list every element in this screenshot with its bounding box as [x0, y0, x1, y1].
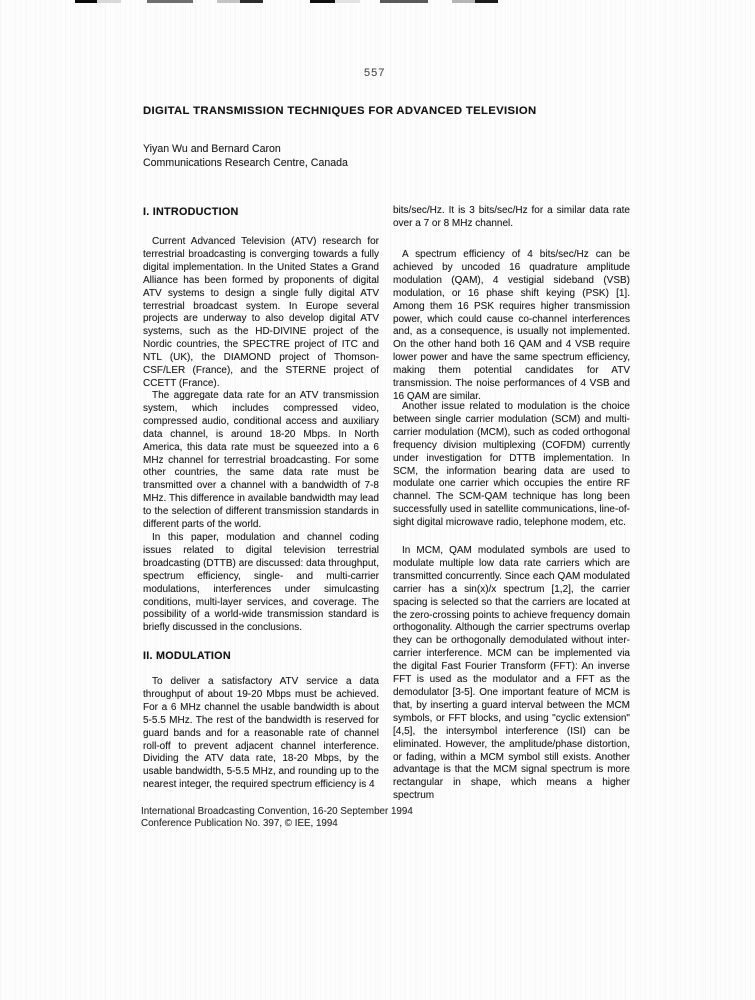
paper-title: DIGITAL TRANSMISSION TECHNIQUES FOR ADVANCED TELEVISION	[143, 105, 537, 117]
footer-citation	[141, 806, 471, 831]
paragraph-intro-3: In this paper, modulation and channel coding issues related to digital television terrestrial broadcasting (DTTB) are discussed: data throughput, spectrum efficiency, single- and multi-carrier modulations, interferences under simulcasting conditions, multi-layer services, and coverage. The possibility of a world-wide transmission standard is briefly discussed in the conclusions.	[143, 532, 379, 634]
paragraph-intro-1: Current Advanced Television (ATV) research for terrestrial broadcasting is converging towards a fully digital implementation. In the United States a Grand Alliance has been formed by proponents of digital ATV systems to design a single fully digital ATV terrestrial broadcast system. In Europe several projects are underway to also develop digital ATV systems, such as the HD-DIVINE project of the Nordic countries, the SPECTRE project of ITC and NTL (UK), the DIAMOND project of Thomson-CSF/LER (France), and the STERNE project of CCETT (France).	[143, 236, 379, 389]
scan-artifact	[452, 0, 475, 3]
footer-convention-line: International Broadcasting Convention, 16-20 September 1994	[141, 806, 413, 817]
scan-artifact	[217, 0, 240, 3]
scan-artifact	[310, 0, 335, 3]
paragraph-modulation-2: A spectrum efficiency of 4 bits/sec/Hz can be achieved by uncoded 16 quadrature amplitude modulation (QAM), 4 vestigial sideband (VSB) modulation, or 16 phase shift keying (PSK) [1]. Among them 16 PSK requires higher transmission power, which could cause co-channel interferences and, as a consequence, is usually not implemented. On the other hand both 16 QAM and 4 VSB require lower power and have the same spectrum efficiency, making them potential candidates for ATV transmission. The noise performances of 4 VSB and 16 QAM are similar.	[393, 249, 630, 402]
section-heading-introduction: I. INTRODUCTION	[143, 206, 239, 218]
paragraph-modulation-4: In MCM, QAM modulated symbols are used to modulate multiple low data rate carriers which are transmitted concurrently. Since each QAM modulated carrier has a sin(x)/x spectrum [1,2], the carrier spacing is selected so that the carriers are located at the zero-crossing points to achieve frequency domain orthogonality. Although the carrier spectrums overlap they can be orthogonally demodulated without inter-carrier interference. MCM can be implemented via the digital Fast Fourier Transform (FFT): An inverse FFT is used as the modulator and a FFT as the demodulator [3-5]. One important feature of MCM is that, by inserting a guard interval between the MCM symbols, or FFT blocks, and using "cyclic extension" [4,5], the intersymbol interference (ISI) can be eliminated. However, the amplitude/phase distortion, or fading, within a MCM symbol still exists. Another advantage is that the MCM signal spectrum is more rectangular in shape, which means a higher spectrum	[393, 545, 630, 802]
scan-artifact	[147, 0, 193, 3]
paragraph-modulation-1: To deliver a satisfactory ATV service a data throughput of about 19-20 Mbps must be achieved. For a 6 MHz channel the usable bandwidth is about 5-5.5 MHz. The rest of the bandwidth is reserved for guard bands and for a reasonable rate of channel roll-off to prevent adjacent channel interference. Dividing the ATV data rate, 18-20 Mbps, by the usable bandwidth, 5-5.5 MHz, and rounding up to the nearest integer, the required spectrum efficiency is 4	[143, 676, 379, 791]
scan-artifact	[475, 0, 498, 3]
paragraph-modulation-3: Another issue related to modulation is the choice between single carrier modulation (SCM) and multi-carrier modulation (MCM), such as coded orthogonal frequency division multiplexing (COFDM) currently under investigation for DTTB implementation. In SCM, the information bearing data are used to modulate one carrier which occupies the entire RF channel. The SCM-QAM technique has long been successfully used in satellite communications, line-of-sight digital microwave radio, telephone modem, etc.	[393, 401, 630, 529]
author-affiliation: Communications Research Centre, Canada	[143, 156, 348, 169]
scan-artifact	[240, 0, 263, 3]
scan-artifact	[97, 0, 121, 3]
author-names: Yiyan Wu and Bernard Caron	[143, 143, 281, 155]
footer-publication-line: Conference Publication No. 397, © IEE, 1994	[141, 818, 338, 830]
paragraph-modulation-1-continued: bits/sec/Hz. It is 3 bits/sec/Hz for a similar data rate over a 7 or 8 MHz channel.	[393, 205, 630, 229]
scan-artifact	[380, 0, 428, 3]
scan-artifact	[75, 0, 97, 3]
author-block	[143, 143, 463, 170]
paragraph-intro-2: The aggregate data rate for an ATV transmission system, which includes compressed video, compressed audio, conditional access and auxiliary data channel, is around 18-20 Mbps. In North America, this data rate must be squeezed into a 6 MHz channel for terrestrial broadcasting. For some other countries, the same data rate must be transmitted over a channel with a bandwidth of 7-8 MHz. This difference in available bandwidth may lead to the selection of different transmission standards in different parts of the world.	[143, 390, 379, 531]
page-number: 557	[364, 67, 386, 79]
section-heading-modulation: II. MODULATION	[143, 650, 231, 662]
scan-artifact	[335, 0, 360, 3]
